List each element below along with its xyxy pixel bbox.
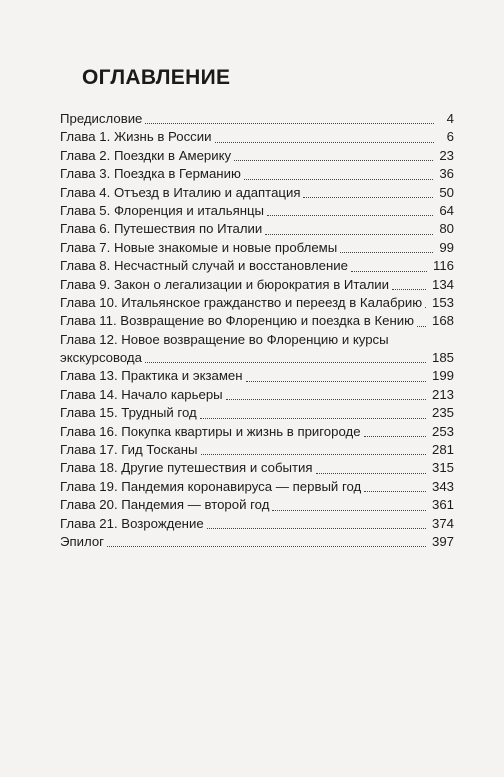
toc-entry-page: 116 <box>432 258 454 274</box>
toc-entry[interactable] <box>60 331 454 368</box>
toc-entry-label-cont: экскурсовода <box>60 350 142 366</box>
leader-dots <box>340 252 433 253</box>
toc-entry-page: 374 <box>431 515 454 531</box>
leader-dots <box>207 528 426 529</box>
toc-entry-page: 6 <box>446 129 454 145</box>
toc-entry-continuation <box>60 349 454 367</box>
toc-entry-label: Глава 20. Пандемия — второй год <box>60 497 270 513</box>
toc-entry[interactable] <box>60 459 454 477</box>
toc-entry-page: 4 <box>446 110 454 126</box>
toc-entry[interactable] <box>60 220 454 238</box>
leader-dots <box>145 123 434 124</box>
leader-dots <box>392 289 426 290</box>
toc-entry[interactable] <box>60 515 454 533</box>
toc-entry[interactable] <box>60 184 454 202</box>
table-of-contents <box>60 110 454 551</box>
toc-entry-label: Глава 7. Новые знакомые и новые проблемы <box>60 239 338 255</box>
toc-entry-label: Глава 8. Несчастный случай и восстановление <box>60 258 348 274</box>
toc-entry[interactable] <box>60 496 454 514</box>
leader-dots <box>234 160 433 161</box>
toc-entry[interactable] <box>60 110 454 128</box>
toc-entry-label: Глава 12. Новое возвращение во Флоренцию и курсы <box>60 331 389 347</box>
toc-entry-page: 36 <box>439 166 454 182</box>
leader-dots <box>201 454 426 455</box>
toc-entry-page: 253 <box>431 423 454 439</box>
toc-entry-page: 185 <box>431 350 454 366</box>
toc-entry-label: Глава 1. Жизнь в России <box>60 129 212 145</box>
toc-entry-page: 23 <box>439 147 454 163</box>
toc-entry-label: Глава 11. Возвращение во Флоренцию и поездка в Кению <box>60 313 415 329</box>
toc-entry-label: Глава 3. Поездка в Германию <box>60 166 241 182</box>
toc-entry-label: Предисловие <box>60 110 143 126</box>
toc-entry-page: 134 <box>431 276 454 292</box>
toc-entry-page: 343 <box>431 478 454 494</box>
toc-entry-label: Глава 16. Покупка квартиры и жизнь в пригороде <box>60 423 361 439</box>
toc-entry-label: Глава 5. Флоренция и итальянцы <box>60 202 265 218</box>
toc-entry[interactable] <box>60 294 454 312</box>
leader-dots <box>145 362 426 363</box>
leader-dots <box>364 491 426 492</box>
toc-entry-label: Глава 13. Практика и экзамен <box>60 368 243 384</box>
toc-entry[interactable] <box>60 367 454 385</box>
leader-dots <box>246 381 426 382</box>
toc-entry[interactable] <box>60 441 454 459</box>
leader-dots <box>267 215 433 216</box>
leader-dots <box>417 326 426 327</box>
toc-entry-label: Глава 17. Гид Тосканы <box>60 442 198 458</box>
toc-entry-page: 50 <box>439 184 454 200</box>
leader-dots <box>265 234 433 235</box>
toc-entry-label: Глава 18. Другие путешествия и события <box>60 460 313 476</box>
toc-title: ОГЛАВЛЕНИЕ <box>82 66 231 89</box>
toc-entry-label: Глава 6. Путешествия по Италии <box>60 221 263 237</box>
toc-entry-page: 235 <box>431 405 454 421</box>
toc-entry-page: 213 <box>431 386 454 402</box>
toc-entry[interactable] <box>60 386 454 404</box>
toc-entry[interactable] <box>60 257 454 275</box>
toc-entry[interactable] <box>60 239 454 257</box>
toc-entry-page: 397 <box>431 533 454 549</box>
toc-entry-label: Глава 15. Трудный год <box>60 405 197 421</box>
toc-entry[interactable] <box>60 478 454 496</box>
leader-dots <box>215 142 435 143</box>
leader-dots <box>425 307 426 308</box>
leader-dots <box>364 436 426 437</box>
toc-entry-label: Глава 10. Итальянское гражданство и переезд в Калабрию <box>60 294 423 310</box>
toc-entry-page: 281 <box>431 442 454 458</box>
toc-entry-label: Эпилог <box>60 533 104 549</box>
toc-entry[interactable] <box>60 202 454 220</box>
leader-dots <box>200 418 426 419</box>
leader-dots <box>272 510 426 511</box>
toc-entry-label: Глава 19. Пандемия коронавируса — первый год <box>60 478 362 494</box>
toc-entry-label: Глава 2. Поездки в Америку <box>60 147 232 163</box>
toc-entry-label: Глава 4. Отъезд в Италию и адаптация <box>60 184 301 200</box>
leader-dots <box>226 399 426 400</box>
toc-entry-page: 64 <box>439 202 454 218</box>
toc-entry-label: Глава 21. Возрождение <box>60 515 204 531</box>
toc-entry-page: 315 <box>431 460 454 476</box>
leader-dots <box>107 546 426 547</box>
toc-entry[interactable] <box>60 312 454 330</box>
toc-entry-page: 99 <box>439 239 454 255</box>
toc-entry-page: 361 <box>431 497 454 513</box>
leader-dots <box>316 473 426 474</box>
leader-dots <box>244 179 433 180</box>
toc-entry-page: 80 <box>439 221 454 237</box>
leader-dots <box>303 197 433 198</box>
toc-entry[interactable] <box>60 128 454 146</box>
toc-entry-page: 153 <box>431 294 454 310</box>
toc-entry[interactable] <box>60 147 454 165</box>
toc-entry[interactable] <box>60 276 454 294</box>
toc-entry-label: Глава 14. Начало карьеры <box>60 386 223 402</box>
toc-entry[interactable] <box>60 533 454 551</box>
leader-dots <box>351 271 427 272</box>
toc-entry[interactable] <box>60 423 454 441</box>
toc-entry-page: 168 <box>431 313 454 329</box>
toc-entry[interactable] <box>60 404 454 422</box>
toc-entry-page: 199 <box>431 368 454 384</box>
toc-entry-label: Глава 9. Закон о легализации и бюрократия в Италии <box>60 276 390 292</box>
toc-entry[interactable] <box>60 165 454 183</box>
